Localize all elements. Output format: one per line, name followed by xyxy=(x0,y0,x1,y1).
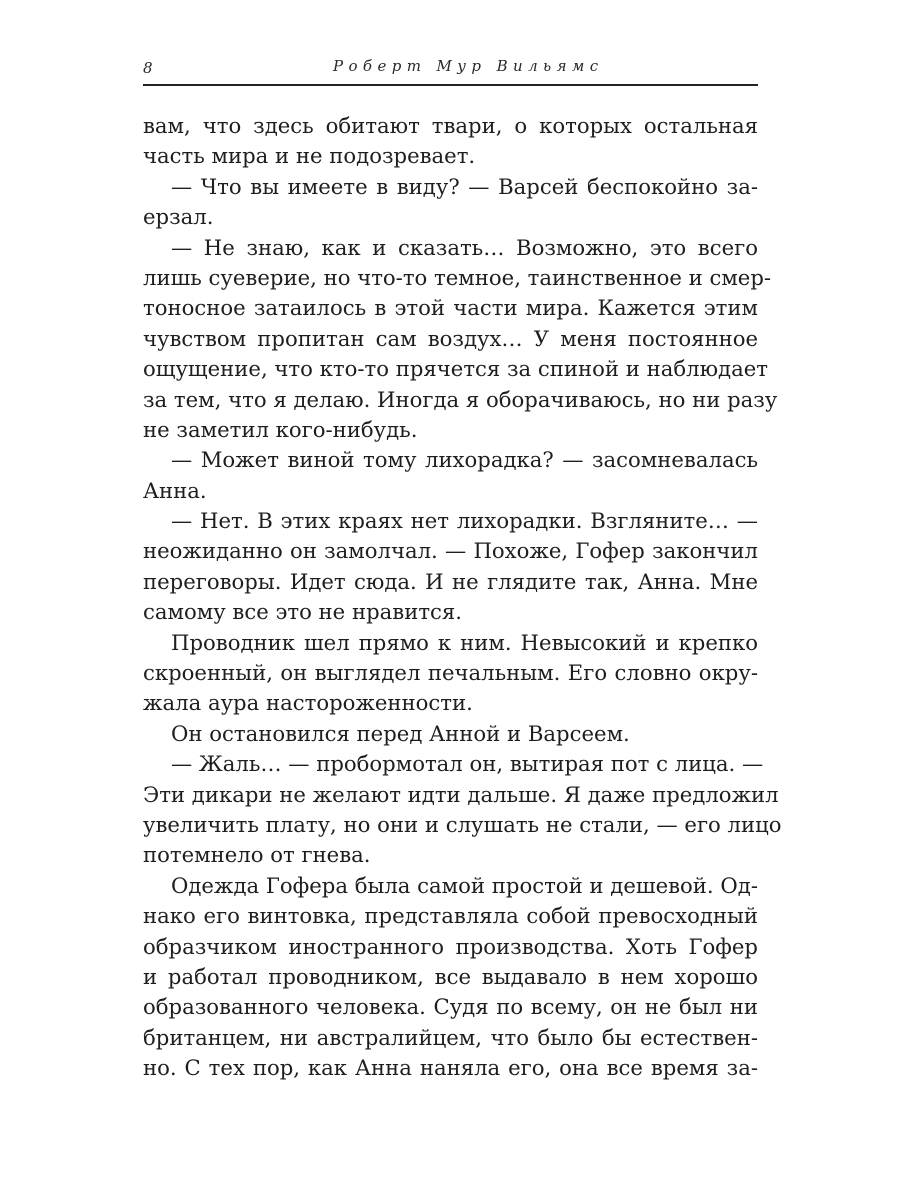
text-line: британцем, ни австралийцем, что было бы естествен- xyxy=(143,1024,758,1050)
text-line: Анна. xyxy=(143,477,207,503)
text-line: — Нет. В этих краях нет лихорадки. Взгляните… — xyxy=(171,508,758,534)
text-line: но. С тех пор, как Анна наняла его, она все время за- xyxy=(143,1055,758,1081)
text-line: Одежда Гофера была самой простой и дешевой. Од- xyxy=(171,872,758,898)
paragraph xyxy=(143,749,782,871)
paragraph xyxy=(143,628,758,719)
text-line: не заметил кого-нибудь. xyxy=(143,416,418,442)
text-line: лишь суеверие, но что-то темное, таинственное и смер- xyxy=(143,264,772,290)
paragraph xyxy=(143,172,758,233)
paragraph xyxy=(143,111,758,172)
text-line: ерзал. xyxy=(143,204,214,230)
text-line: ощущение, что кто-то прячется за спиной и наблюдает xyxy=(143,356,768,382)
text-line: часть мира и не подозревает. xyxy=(143,143,476,169)
running-head xyxy=(143,56,758,86)
text-line: жала аура настороженности. xyxy=(143,690,473,716)
text-line: — Может виной тому лихорадка? — засомневалась xyxy=(171,447,758,473)
body-text xyxy=(143,111,782,1084)
text-line: неожиданно он замолчал. — Похоже, Гофер закончил xyxy=(143,538,758,564)
running-head-author: Роберт Мур Вильямс xyxy=(333,57,604,75)
text-line: — Что вы имеете в виду? — Варсей беспокойно за- xyxy=(171,173,758,199)
text-line: Он остановился перед Анной и Варсеем. xyxy=(171,720,630,746)
paragraph xyxy=(143,506,758,628)
text-line: и работал проводником, все выдавало в нем хорошо xyxy=(143,963,758,989)
text-line: нако его винтовка, представляла собой превосходный xyxy=(143,903,758,929)
text-line: самому все это не нравится. xyxy=(143,599,463,625)
text-line: вам, что здесь обитают твари, о которых остальная xyxy=(143,113,758,138)
page-number: 8 xyxy=(143,59,153,77)
text-line: увеличить плату, но они и слушать не стали, — его лицо xyxy=(143,811,782,837)
paragraph xyxy=(143,719,758,749)
text-line: переговоры. Идет сюда. И не глядите так, Анна. Мне xyxy=(143,568,758,594)
text-line: — Не знаю, как и сказать… Возможно, это всего xyxy=(171,234,758,260)
text-line: образованного человека. Судя по всему, он не был ни xyxy=(143,994,758,1020)
text-line: потемнело от гнева. xyxy=(143,842,371,868)
text-line: тоносное затаилось в этой части мира. Кажется этим xyxy=(143,295,758,321)
text-line: за тем, что я делаю. Иногда я оборачиваюсь, но ни разу xyxy=(143,386,778,412)
text-line: Эти дикари не желают идти дальше. Я даже предложил xyxy=(143,781,779,807)
text-line: — Жаль… — пробормотал он, вытирая пот с лица. — xyxy=(171,751,764,777)
text-line: чувством пропитан сам воздух… У меня постоянное xyxy=(143,325,758,351)
text-line: Проводник шел прямо к ним. Невысокий и крепко xyxy=(171,629,758,655)
text-line: образчиком иностранного производства. Хоть Гофер xyxy=(143,933,758,959)
paragraph xyxy=(143,233,778,446)
paragraph xyxy=(143,445,758,506)
text-line: скроенный, он выглядел печальным. Его словно окру- xyxy=(143,660,758,686)
paragraph xyxy=(143,871,758,1084)
